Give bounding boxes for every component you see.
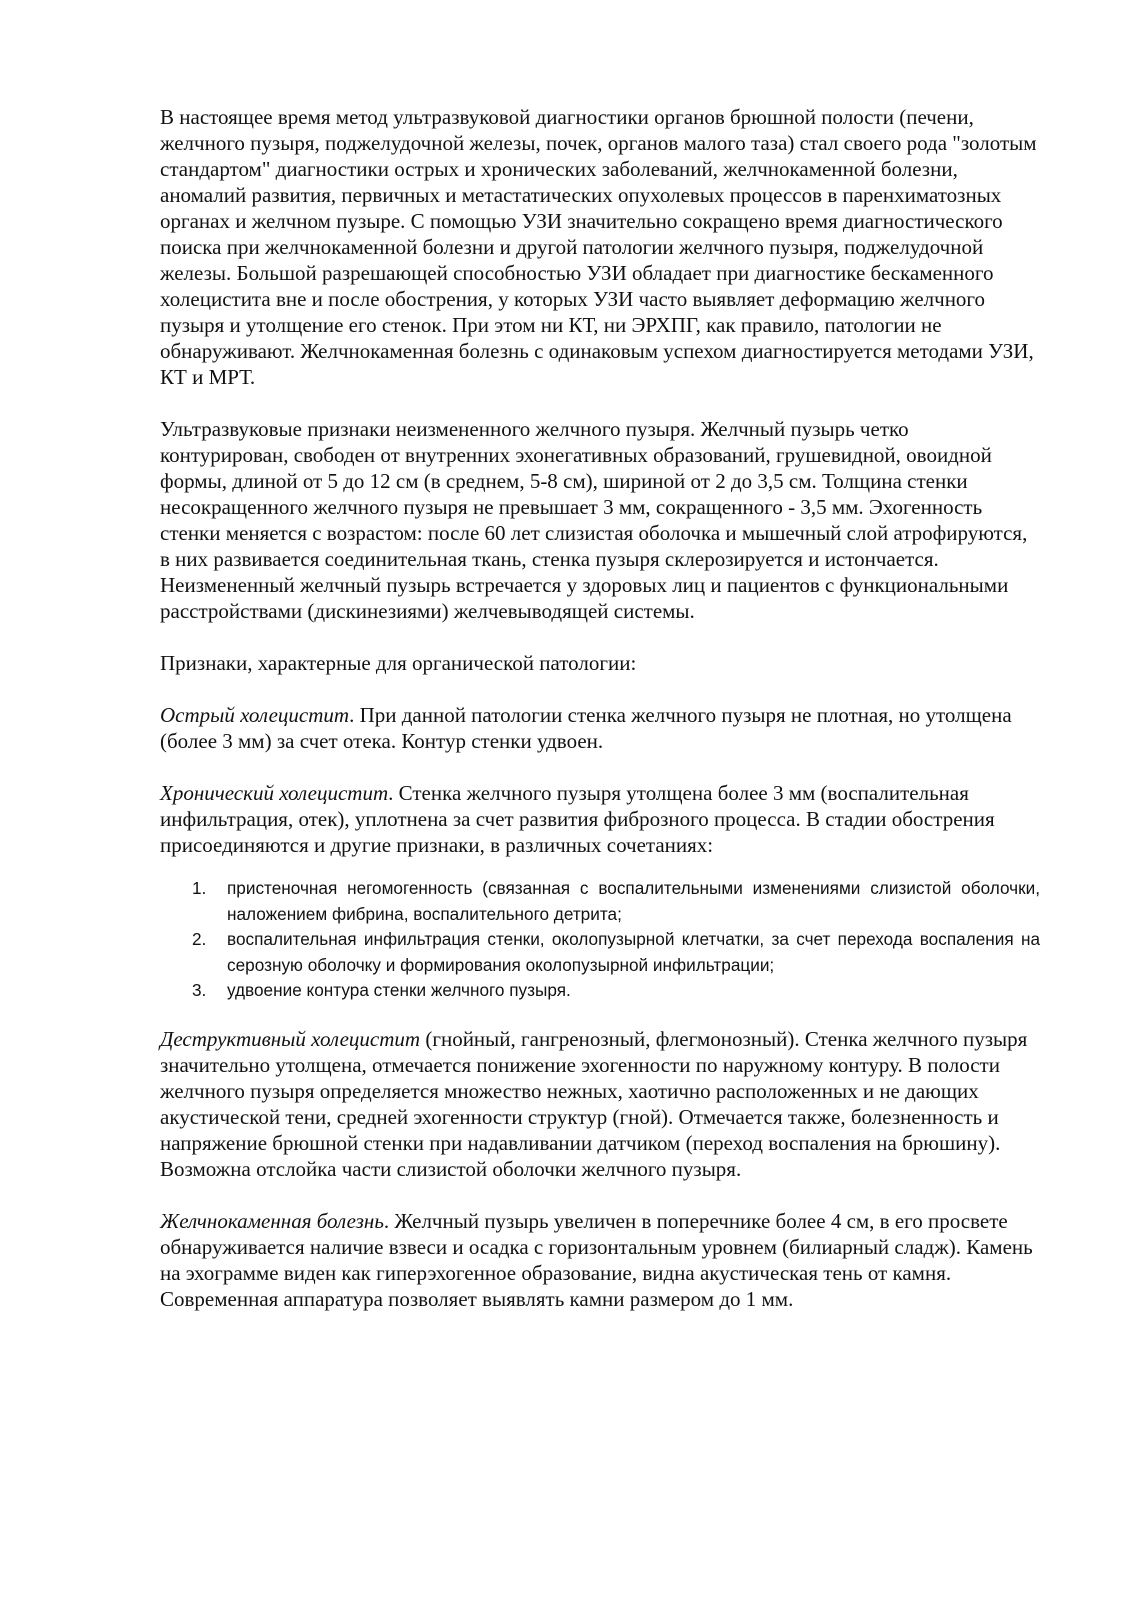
- acute-cholecystitis-term: Острый холецистит: [160, 703, 350, 727]
- acute-cholecystitis-paragraph: [160, 702, 1040, 754]
- normal-gallbladder-paragraph: Ультразвуковые признаки неизмененного желчного пузыря. Желчный пузырь четко контурирован, свободен от внутренних эхонегативных образований, грушевидной, овоидной формы, длиной от 5 до 12 см (в среднем, 5-8 см), шириной от 2 до 3,5 см. Толщина стенки несокращенного желчного пузыря не превышает 3 мм, сокращенного - 3,5 мм. Эхогенность стенки меняется с возрастом: после 60 лет слизистая оболочка и мышечный слой атрофируются, в них развивается соединительная ткань, стенка пузыря склерозируется и истончается. Неизмененный желчный пузырь встречается у здоровых лиц и пациентов с функциональными расстройствами (дискинезиями) желчевыводящей системы.: [160, 417, 1028, 623]
- chronic-cholecystitis-term: Хронический холецистит: [160, 781, 389, 805]
- destructive-cholecystitis-text: (гнойный, гангренозный, флегмонозный). Стенка желчного пузыря значительно утолщена, отмечается понижение эхогенности по наружному контуру. В полости желчного пузыря определяется множество нежных, хаотично расположенных и не дающих акустической тени, средней эхогенности структур (гной). Отмечается также, болезненность и напряжение брюшной стенки при надавливании датчиком (переход воспаления на брюшину). Возможна отслойка части слизистой оболочки желчного пузыря.: [160, 1026, 1028, 1181]
- list-item: [160, 978, 1040, 1004]
- list-item-text: пристеночная негомогенность (связанная с воспалительными изменениями слизистой оболочки, наложением фибрина, воспалительного детрита;: [227, 878, 1040, 924]
- page-content: [160, 104, 1040, 1338]
- list-item: [160, 927, 1040, 978]
- list-item-text: воспалительная инфильтрация стенки, околопузырной клетчатки, за счет перехода воспаления на серозную оболочку и формирования околопузырной инфильтрации;: [227, 929, 1040, 975]
- destructive-cholecystitis-term: Деструктивный холецистит: [160, 1026, 421, 1051]
- list-item-text: удвоение контура стенки желчного пузыря.: [227, 980, 571, 1000]
- list-item-number: 3.: [192, 980, 207, 1000]
- list-spacer: [160, 858, 1040, 876]
- intro-paragraph: В настоящее время метод ультразвуковой диагностики органов брюшной полости (печени, желчного пузыря, поджелудочной железы, почек, органов малого таза) стал своего рода "золотым стандартом" диагностики острых и хронических заболеваний, желчнокаменной болезни, аномалий развития, первичных и метастатических опухолевых процессов в паренхиматозных органах и желчном пузыре. С помощью УЗИ значительно сокращено время диагностического поиска при желчнокаменной болезни и другой патологии желчного пузыря, поджелудочной железы. Большой разрешающей способностью УЗИ обладает при диагностике бескаменного холецистита вне и после обострения, у которых УЗИ часто выявляет деформацию желчного пузыря и утолщение его стенок. При этом ни КТ, ни ЭРХПГ, как правило, патологии не обнаруживают. Желчнокаменная болезнь с одинаковым успехом диагностируется методами УЗИ, КТ и МРТ.: [160, 105, 1037, 389]
- list-item-number: 1.: [192, 878, 207, 898]
- chronic-cholecystitis-paragraph: [160, 780, 1040, 858]
- acute-cholecystitis-text: . При данной патологии стенка желчного пузыря не плотная, но утолщена (более 3 мм) за счет отека. Контур стенки удвоен.: [160, 703, 1012, 753]
- list-item: [160, 876, 1040, 927]
- gallstone-disease-term: Желчнокаменная болезнь: [160, 1208, 384, 1233]
- exacerbation-signs-list: [160, 876, 1040, 1004]
- list-item-number: 2.: [192, 929, 207, 949]
- pathology-heading: Признаки, характерные для органической патологии:: [160, 651, 637, 675]
- destructive-cholecystitis-paragraph: [160, 1026, 1040, 1182]
- gallstone-disease-paragraph: [160, 1208, 1040, 1312]
- gallstone-disease-text: . Желчный пузырь увеличен в поперечнике более 4 см, в его просвете обнаруживается наличие взвеси и осадка с горизонтальным уровнем (билиарный сладж). Камень на эхограмме виден как гиперэхогенное образование, видна акустическая тень от камня. Современная аппаратура позволяет выявлять камни размером до 1 мм.: [160, 1208, 1033, 1311]
- chronic-cholecystitis-text: . Стенка желчного пузыря утолщена более 3 мм (воспалительная инфильтрация, отек), уплотнена за счет развития фиброзного процесса. В стадии обострения присоединяются и другие признаки, в различных сочетаниях:: [160, 781, 995, 857]
